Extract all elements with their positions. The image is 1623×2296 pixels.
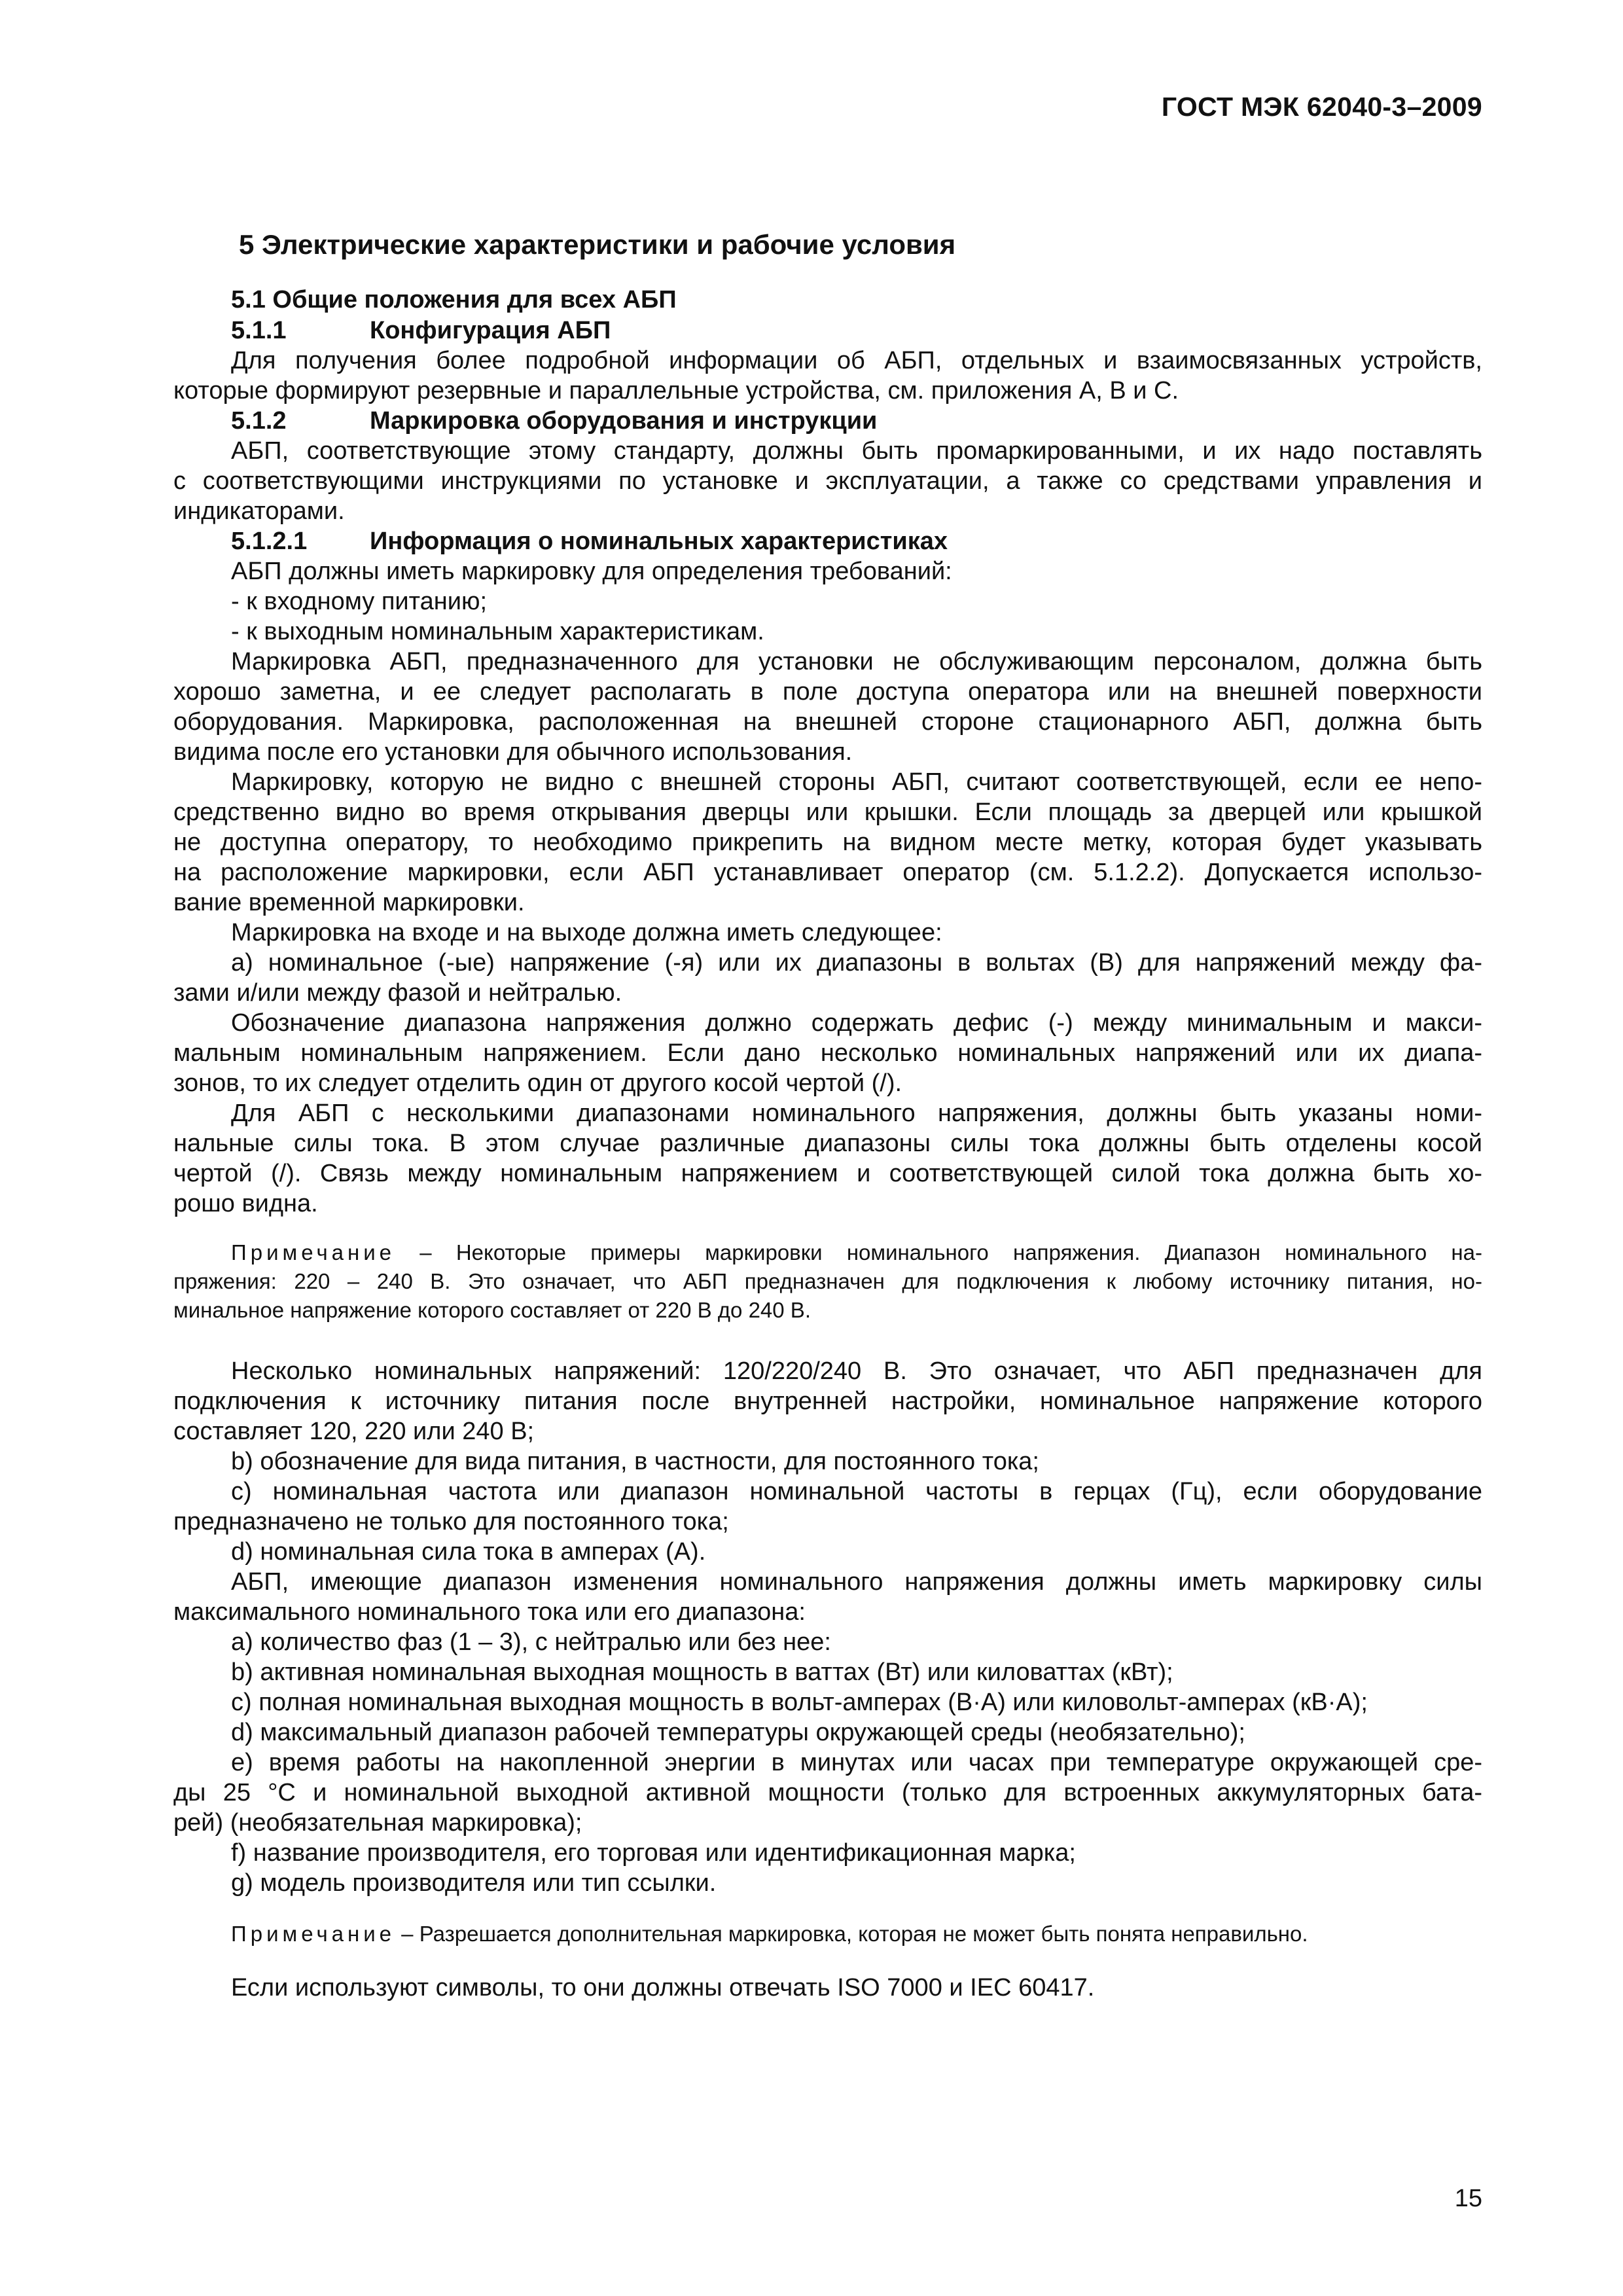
paragraph-line: Для АБП с несколькими диапазонами номинального напряжения, должны быть указаны номи- bbox=[231, 1100, 1482, 1127]
list-item: g) модель производителя или тип ссылки. bbox=[231, 1869, 717, 1897]
list-item: b) обозначение для вида питания, в частности, для постоянного тока; bbox=[231, 1448, 1039, 1475]
list-item: - к входному питанию; bbox=[231, 588, 488, 615]
paragraph-line: средственно видно во время открывания дверцы или крышки. Если площадь за дверцей или крышкой bbox=[173, 798, 1482, 826]
section-5-1-2-1-heading bbox=[231, 526, 948, 556]
paragraph-line: максимального номинального тока или его диапазона: bbox=[173, 1598, 806, 1626]
paragraph-line: вание временной маркировки. bbox=[173, 889, 525, 916]
paragraph-line: подключения к источнику питания после внутренней настройки, номинальное напряжение которого bbox=[173, 1388, 1482, 1415]
note-line: пряжения: 220 – 240 В. Это означает, что АБП предназначен для подключения к любому источнику питания, но- bbox=[173, 1269, 1482, 1293]
note-line: минальное напряжение которого составляет от 220 В до 240 В. bbox=[173, 1298, 811, 1322]
paragraph-line: зами и/или между фазой и нейтралью. bbox=[173, 979, 622, 1007]
paragraph-line: которые формируют резервные и параллельные устройства, см. приложения А, В и С. bbox=[173, 377, 1179, 404]
paragraph-line: не доступна оператору, то необходимо прикрепить на видном месте метку, которая будет указывать bbox=[173, 829, 1482, 856]
paragraph-line: составляет 120, 220 или 240 В; bbox=[173, 1418, 535, 1445]
list-item: d) максимальный диапазон рабочей температуры окружающей среды (необязательно); bbox=[231, 1719, 1245, 1746]
note-text: – Разрешается дополнительная маркировка, которая не может быть понята неправильно. bbox=[395, 1922, 1308, 1946]
paragraph-line: Маркировку, которую не видно с внешней стороны АБП, считают соответствующей, если ее непо- bbox=[231, 768, 1482, 796]
paragraph-line: оборудования. Маркировка, расположенная на внешней стороне стационарного АБП, должна быть bbox=[173, 708, 1482, 736]
note-text: – Некоторые примеры маркировки номинального напряжения. Диапазон номинального на- bbox=[395, 1240, 1482, 1265]
section-number: 5.1.2 bbox=[231, 407, 287, 435]
paragraph-line: видима после его установки для обычного использования. bbox=[173, 738, 853, 766]
paragraph-line: Маркировка АБП, предназначенного для установки не обслуживающим персоналом, должна быть bbox=[231, 648, 1482, 675]
note-line bbox=[231, 1919, 1308, 1949]
section-5-1-2-1-title: Информация о номинальных характеристиках bbox=[370, 528, 948, 555]
section-5-1-title: 5.1 Общие положения для всех АБП bbox=[231, 286, 677, 314]
paragraph-line: Несколько номинальных напряжений: 120/220/240 В. Это означает, что АБП предназначен для bbox=[231, 1357, 1482, 1385]
paragraph-line: Если используют символы, то они должны отвечать ISO 7000 и IEC 60417. bbox=[231, 1974, 1095, 2001]
list-item: c) номинальная частота или диапазон номинальной частоты в герцах (Гц), если оборудование bbox=[231, 1478, 1482, 1505]
document-code-header: ГОСТ МЭК 62040-3–2009 bbox=[1161, 92, 1482, 122]
note-label: Примечание bbox=[231, 1240, 396, 1265]
paragraph-line: на расположение маркировки, если АБП устанавливает оператор (см. 5.1.2.2). Допускается использо- bbox=[173, 859, 1482, 886]
list-item: f) название производителя, его торговая или идентификационная марка; bbox=[231, 1839, 1076, 1867]
list-item: b) активная номинальная выходная мощность в ваттах (Вт) или киловаттах (кВт); bbox=[231, 1659, 1173, 1686]
section-5-1-2-title: Маркировка оборудования и инструкции bbox=[370, 407, 878, 435]
paragraph-line: АБП должны иметь маркировку для определения требований: bbox=[231, 558, 952, 585]
paragraph-line: рей) (необязательная маркировка); bbox=[173, 1809, 582, 1837]
paragraph-line: Обозначение диапазона напряжения должно содержать дефис (-) между минимальным и макси- bbox=[231, 1009, 1482, 1037]
paragraph-line: с соответствующими инструкциями по установке и эксплуатации, а также со средствами управления и bbox=[173, 467, 1482, 495]
paragraph-line: зонов, то их следует отделить один от другого косой чертой (/). bbox=[173, 1069, 902, 1097]
list-item: е) время работы на накопленной энергии в минутах или часах при температуре окружающей сре- bbox=[231, 1749, 1482, 1776]
page-number: 15 bbox=[1454, 2185, 1482, 2212]
paragraph-line: АБП, соответствующие этому стандарту, должны быть промаркированными, и их надо поставлять bbox=[231, 437, 1482, 465]
paragraph-line: ды 25 °С и номинальной выходной активной мощности (только для встроенных аккумуляторных бата- bbox=[173, 1779, 1482, 1806]
list-item: а) количество фаз (1 – 3), с нейтралью или без нее: bbox=[231, 1628, 831, 1656]
paragraph-line: нальные силы тока. В этом случае различные диапазоны силы тока должны быть отделены косой bbox=[173, 1130, 1482, 1157]
section-5-1-1-title: Конфигурация АБП bbox=[370, 317, 611, 344]
list-item: - к выходным номинальным характеристикам. bbox=[231, 618, 764, 645]
paragraph-line: рошо видна. bbox=[173, 1190, 318, 1217]
paragraph-line: АБП, имеющие диапазон изменения номинального напряжения должны иметь маркировку силы bbox=[231, 1568, 1482, 1596]
section-5-title: 5 Электрические характеристики и рабочие условия bbox=[239, 229, 956, 260]
section-5-1-1-heading bbox=[231, 315, 611, 346]
list-item: а) номинальное (-ые) напряжение (-я) или их диапазоны в вольтах (В) для напряжений между фа- bbox=[231, 949, 1482, 977]
section-number: 5.1.2.1 bbox=[231, 528, 308, 555]
paragraph-line: чертой (/). Связь между номинальным напряжением и соответствующей силой тока должна быть хо- bbox=[173, 1160, 1482, 1187]
note-line bbox=[231, 1238, 1482, 1268]
list-item: d) номинальная сила тока в амперах (А). bbox=[231, 1538, 706, 1566]
paragraph-line: хорошо заметна, и ее следует располагать в поле доступа оператора или на внешней поверхности bbox=[173, 678, 1482, 706]
paragraph-line: предназначено не только для постоянного тока; bbox=[173, 1508, 729, 1535]
section-number: 5.1.1 bbox=[231, 317, 287, 344]
list-item: c) полная номинальная выходная мощность в вольт-амперах (В·А) или киловольт-амперах (кВ·А); bbox=[231, 1689, 1368, 1716]
paragraph-line: мальным номинальным напряжением. Если дано несколько номинальных напряжений или их диапа- bbox=[173, 1039, 1482, 1067]
paragraph-line: Маркировка на входе и на выходе должна иметь следующее: bbox=[231, 919, 942, 946]
note-label: Примечание bbox=[231, 1922, 396, 1946]
section-5-1-2-heading bbox=[231, 406, 877, 436]
paragraph-line: индикаторами. bbox=[173, 497, 345, 525]
paragraph-line: Для получения более подробной информации об АБП, отдельных и взаимосвязанных устройств, bbox=[231, 347, 1482, 374]
